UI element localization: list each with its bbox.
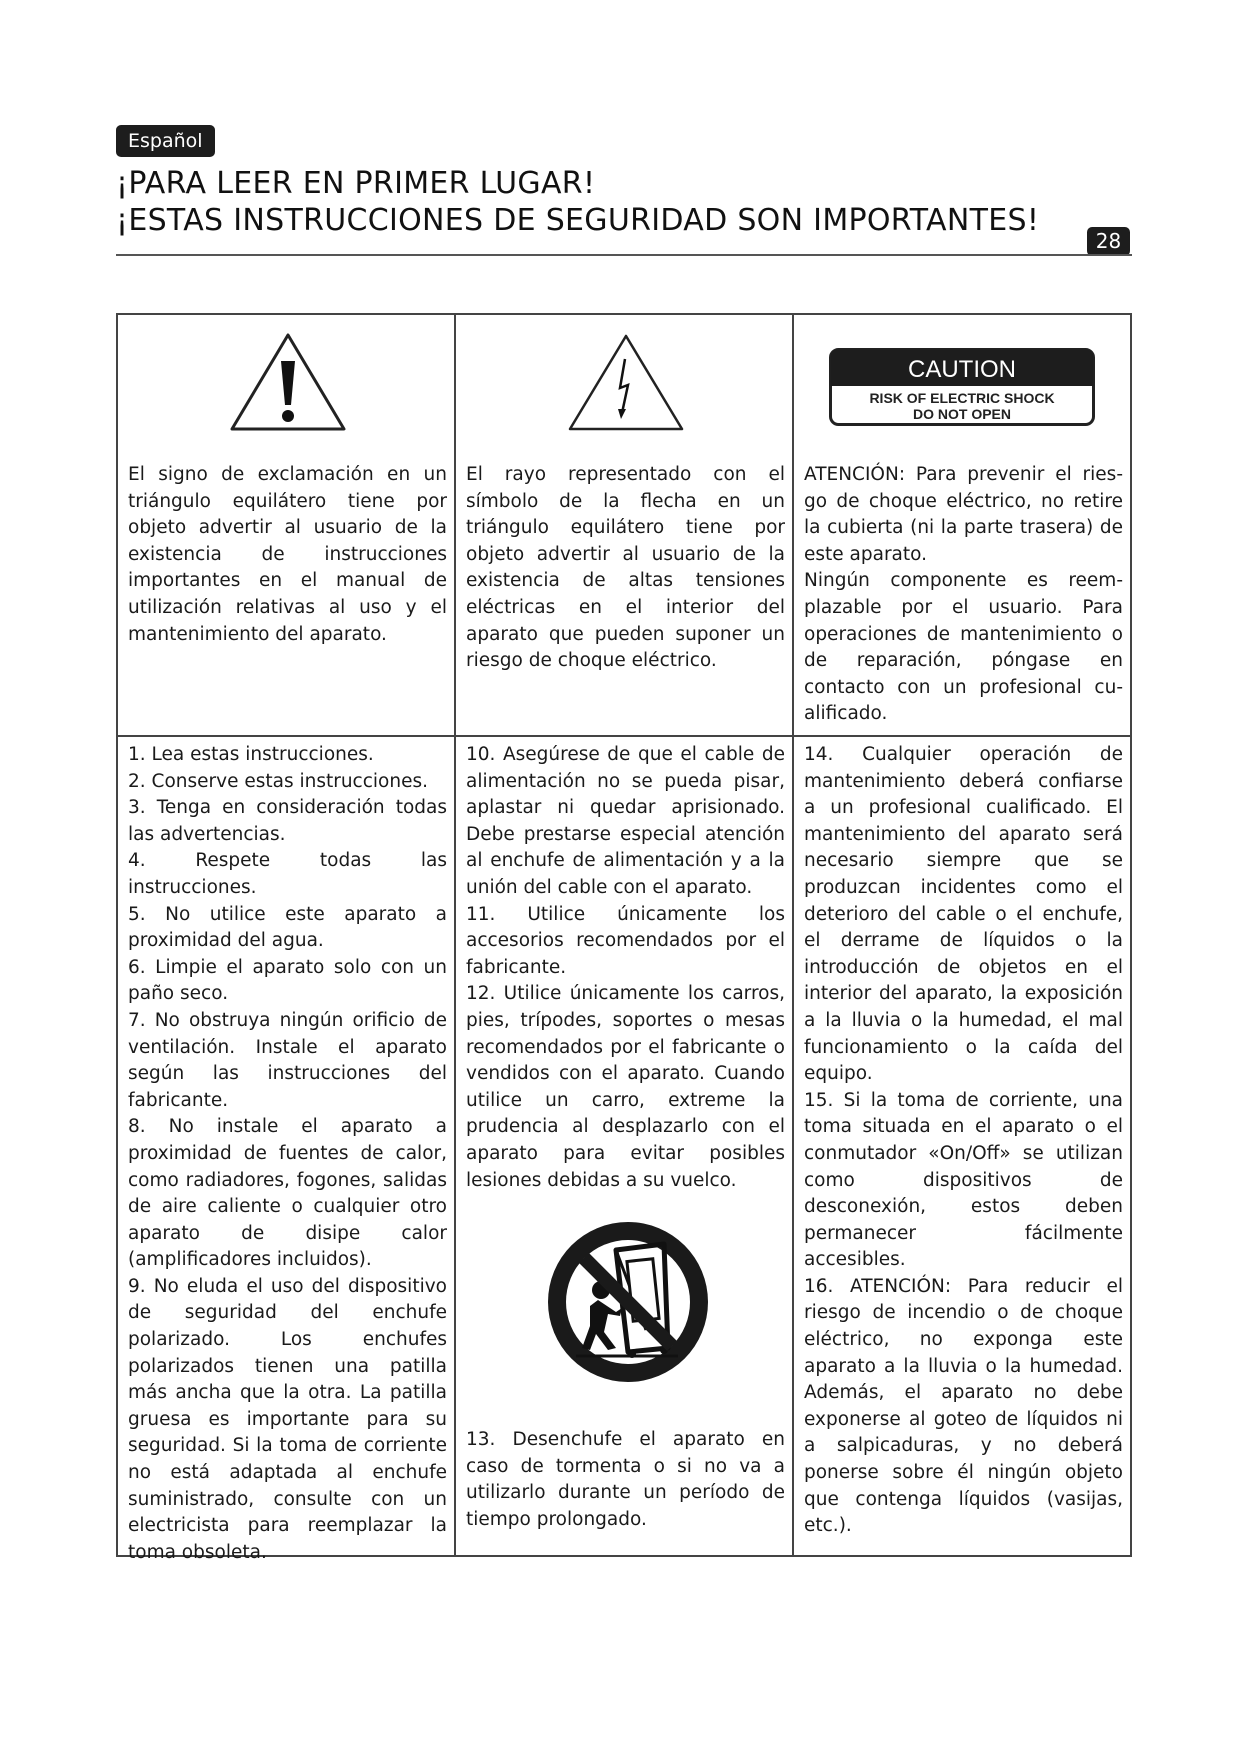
instructions-column-2 xyxy=(466,742,785,1194)
instructions-column-1 xyxy=(128,742,447,1566)
instruction-item: 3. Tenga en consideración todas las advertencias. xyxy=(128,797,447,845)
instruction-item: 12. Utilice únicamente los carros, pies, trípodes, soportes o mesas recomendados por el fabricante o vendidos con el aparato. Cuando utilice un carro, extreme la prudencia al desplazarlo con el aparato para evitar posibles lesiones debidas a su vuelco. xyxy=(466,983,785,1191)
instruction-item: 7. No obstruya ningún orificio de ventilación. Instale el aparato según las instrucciones del fabricante. xyxy=(128,1009,447,1111)
instruction-item: 2. Conserve estas instrucciones. xyxy=(128,770,428,792)
caution-text-2: Ningún componente es reem-plazable por el usuario. Para operaciones de mantenimiento o de reparación, póngase en contacto con un profesional cu-alificado. xyxy=(804,570,1123,725)
instruction-item: 10. Asegúrese de que el cable de alimentación no se pueda pisar, aplastar ni quedar aprisionado. Debe prestarse especial atención al enchufe de alimentación y a la unión del cable con el aparato. xyxy=(466,744,785,898)
instructions-column-3 xyxy=(804,742,1123,1540)
instructions-column-2-bottom xyxy=(466,1427,785,1533)
lightning-triangle-icon xyxy=(566,333,686,433)
lightning-symbol-description xyxy=(466,462,785,675)
instruction-item: 8. No instale el aparato a proximidad de fuentes de calor, como radiadores, fogones, salidas de aire caliente o cualquier otro aparato de disipe calor (amplificadores incluidos). xyxy=(128,1116,447,1271)
column-divider xyxy=(454,315,456,1555)
caution-description xyxy=(804,462,1123,728)
instruction-item: 16. ATENCIÓN: Para reducir el riesgo de incendio o de choque eléctrico, no exponga este aparato a la lluvia o la humedad. Además, el aparato no debe exponerse al goteo de líquidos ni a salpicaduras, y no deberá ponerse sobre él ningún objeto que contenga líquidos (vasijas, etc.). xyxy=(804,1275,1123,1537)
instruction-item: 4. Respete todas las instrucciones. xyxy=(128,850,447,898)
page-title xyxy=(116,165,1039,239)
instruction-item: 11. Utilice únicamente los accesorios recomendados por el fabricante. xyxy=(466,903,785,978)
instruction-item: 5. No utilice este aparato a proximidad del agua. xyxy=(128,903,447,952)
instruction-item: 14. Cualquier operación de mantenimiento deberá confiarse a un profesional cualificado. El mantenimiento del aparato será necesario siempre que se produzcan incidentes como el deterioro del cable o el enchufe, el derrame de líquidos o la introducción de objetos en el interior del aparato, la exposición a la lluvia o la humedad, el mal funcionamiento o la caída del equipo. xyxy=(804,744,1123,1085)
title-line-1: ¡PARA LEER EN PRIMER LUGAR! xyxy=(116,166,596,201)
title-line-2: ¡ESTAS INSTRUCCIONES DE SEGURIDAD SON IMPORTANTES! xyxy=(116,203,1040,238)
cart-tip-over-warning-icon xyxy=(546,1220,710,1384)
caution-text-1: ATENCIÓN: Para prevenir el ries-go de choque eléctrico, no retire la cubierta (ni la parte trasera) de este aparato. xyxy=(804,464,1123,565)
column-divider xyxy=(792,315,794,1555)
caution-line-2: DO NOT OPEN xyxy=(912,406,1012,422)
exclamation-triangle-icon xyxy=(228,331,348,433)
exclamation-symbol-description xyxy=(128,462,447,648)
caution-line-1: RISK OF ELECTRIC SHOCK xyxy=(869,390,1055,406)
instruction-item: 1. Lea estas instrucciones. xyxy=(128,744,374,765)
caution-label xyxy=(829,348,1095,426)
header-divider xyxy=(116,254,1132,256)
row-divider xyxy=(118,735,1130,737)
lightning-text: El rayo representado con el símbolo de la flecha en un triángulo equilátero tiene por objeto advertir al usuario de la existencia de altas tensiones eléctricas en el interior del aparato que pueden suponer un riesgo de choque eléctrico. xyxy=(466,464,785,672)
safety-table xyxy=(116,313,1132,1563)
instruction-item: 15. Si la toma de corriente, una toma situada en el aparato o el conmutador «On/Off» se utilizan como dispositivos de desconexión, estos deben permanecer fácilmente accesibles. xyxy=(804,1089,1123,1271)
caution-heading: CAUTION xyxy=(908,356,1016,383)
exclamation-text: El signo de exclamación en un triángulo equilátero tiene por objeto advertir al usuario de la existencia de instrucciones importantes en el manual de utilización relativas al uso y el mantenimiento del aparato. xyxy=(128,464,447,645)
instruction-item: 6. Limpie el aparato solo con un paño seco. xyxy=(128,956,447,1005)
page-number: 28 xyxy=(1087,227,1130,256)
language-badge: Español xyxy=(116,125,215,157)
instruction-item: 13. Desenchufe el aparato en caso de tormenta o si no va a utilizarlo durante un período de tiempo prolongado. xyxy=(466,1429,785,1530)
instruction-item: 9. No eluda el uso del dispositivo de seguridad del enchufe polarizado. Los enchufes polarizados tienen una patilla más ancha que la otra. La patilla gruesa es importante para su seguridad. Si la toma de corriente no está adaptada al enchufe suministrado, consulte con un electricista para reemplazar la toma obsoleta. xyxy=(128,1275,447,1563)
